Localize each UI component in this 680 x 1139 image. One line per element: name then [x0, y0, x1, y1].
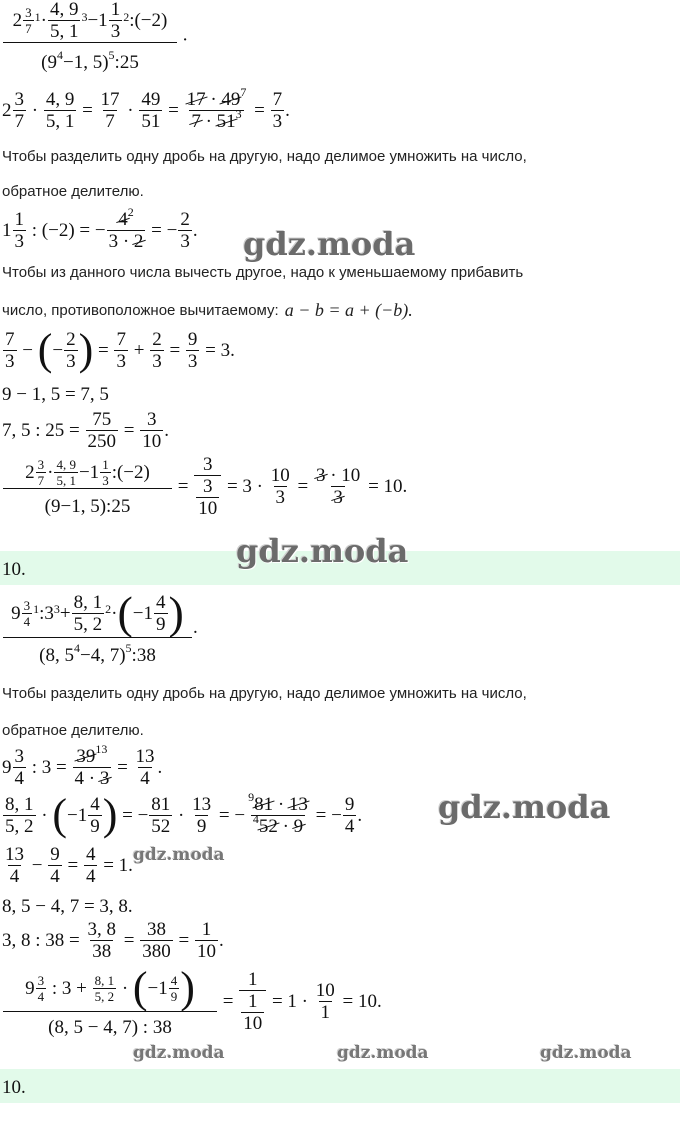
rule-divide-line-1: Чтобы разделить одну дробь на другую, надо делимое умножить на число, — [2, 148, 527, 165]
answer-2-highlight — [0, 1069, 680, 1103]
rule-divide-b-line-1: Чтобы разделить одну дробь на другую, надо делимое умножить на число, — [2, 685, 527, 702]
answer-1: 10. — [2, 559, 26, 580]
watermark: gdz.moda — [540, 1043, 632, 1063]
step-8: $\frac{13}{4}$ − $\frac{9}{4}$ = $\frac{4}{4}$ = 1. — [5, 844, 133, 887]
expression-2-header: 9 $\frac{3}{4}$ 1 :3 3 + $\frac{8, 1}{5, 2}$ 2 · ( −1 $\frac{4}{9}$ ) (8, $5^4-4$, 7)$^5$:38 . — [2, 590, 198, 665]
rule-divide-line-2: обратное делителю. — [2, 183, 144, 200]
step-3: $\frac{7}{3}$ − ( − $\frac{2}{3}$ ) = $\frac{7}{3}$ + $\frac{2}{3}$ = $\frac{9}{3}$ = 3. — [5, 325, 235, 374]
rule-divide-b-line-2: обратное делителю. — [2, 722, 144, 739]
final-expression-2: 9 $\frac{3}{4}$ : 3 + $\frac{8, 1}{5, 2}$ · ( −1 $\frac{4}{9}$ ) (8, 5 − 4, 7) : 38 = $\frac{1}{\frac{1}{10}}$ = 1 · $\frac{10}{1}$ = 10. — [2, 966, 382, 1037]
watermark: gdz.moda — [243, 225, 416, 263]
rule-subtract-line-1: Чтобы из данного числа вычесть другое, надо к уменьшаемому прибавить — [2, 264, 524, 281]
step-10: 3, 8 : 38 = $\frac{3, 8}{38}$ = $\frac{38}{380}$ = $\frac{1}{10}$ . — [2, 919, 224, 962]
step-1: 2 $\frac{3}{7}$ · $\frac{4, 9}{5, 1}$ = $\frac{17}{7}$ · $\frac{49}{51}$ = $\frac{17 \cdot 49^7}{7 \cdot 51^3}$ = $\frac{7}{3}$ . — [2, 85, 290, 132]
step-4: 9 − 1, 5 = 7, 5 — [2, 384, 109, 405]
watermark: gdz.moda — [438, 788, 611, 826]
step-5: 7, 5 : 25 = $\frac{75}{250}$ = $\frac{3}{10}$ . — [2, 409, 169, 452]
answer-2: 10. — [2, 1077, 26, 1098]
rule-subtract-formula: a − b = a + (−b). — [284, 300, 413, 320]
rule-subtract-line-2 — [2, 300, 413, 321]
expression-1-header: 2 $\frac{3}{7}$ 1 · $\frac{4, 9}{5, 1}$ 3 −1 $\frac{1}{3}$ 2 :(−2) ($9^4-1$, 5)$^5$:25 . — [2, 0, 188, 72]
step-6: 9 $\frac{3}{4}$ : 3 = $\frac{39^{13}}{4 \cdot 3}$ = $\frac{13}{4}$ . — [2, 742, 163, 789]
step-2: 1 $\frac{1}{3}$ : (−2) = − $\frac{4^2}{3 \cdot 2}$ = − $\frac{2}{3}$ . — [2, 205, 198, 252]
final-expression-1: 2 $\frac{3}{7}$ · $\frac{4, 9}{5, 1}$ −1 $\frac{1}{3}$ :(−2) (9−1, 5):25 = $\frac{3}{\frac{3}{10}}$ = 3 · $\frac{10}{3}$ = $\frac{3 \cdot 10}{3}$ = 10. — [2, 455, 407, 518]
watermark: gdz.moda — [236, 532, 409, 570]
rule-subtract-text: число, противоположное вычитаемому: — [2, 302, 279, 319]
watermark: gdz.moda — [337, 1043, 429, 1063]
watermark: gdz.moda — [133, 845, 225, 865]
watermark: gdz.moda — [133, 1043, 225, 1063]
step-9: 8, 5 − 4, 7 = 3, 8. — [2, 896, 133, 917]
step-7: $\frac{8, 1}{5, 2}$ · ( −1 $\frac{4}{9}$ ) = − $\frac{81}{52}$ · $\frac{13}{9}$ = − $\frac{^981 \cdot 13}{^452 \cdot 9}$ = − $\frac{9}{4}$ . — [5, 789, 363, 839]
